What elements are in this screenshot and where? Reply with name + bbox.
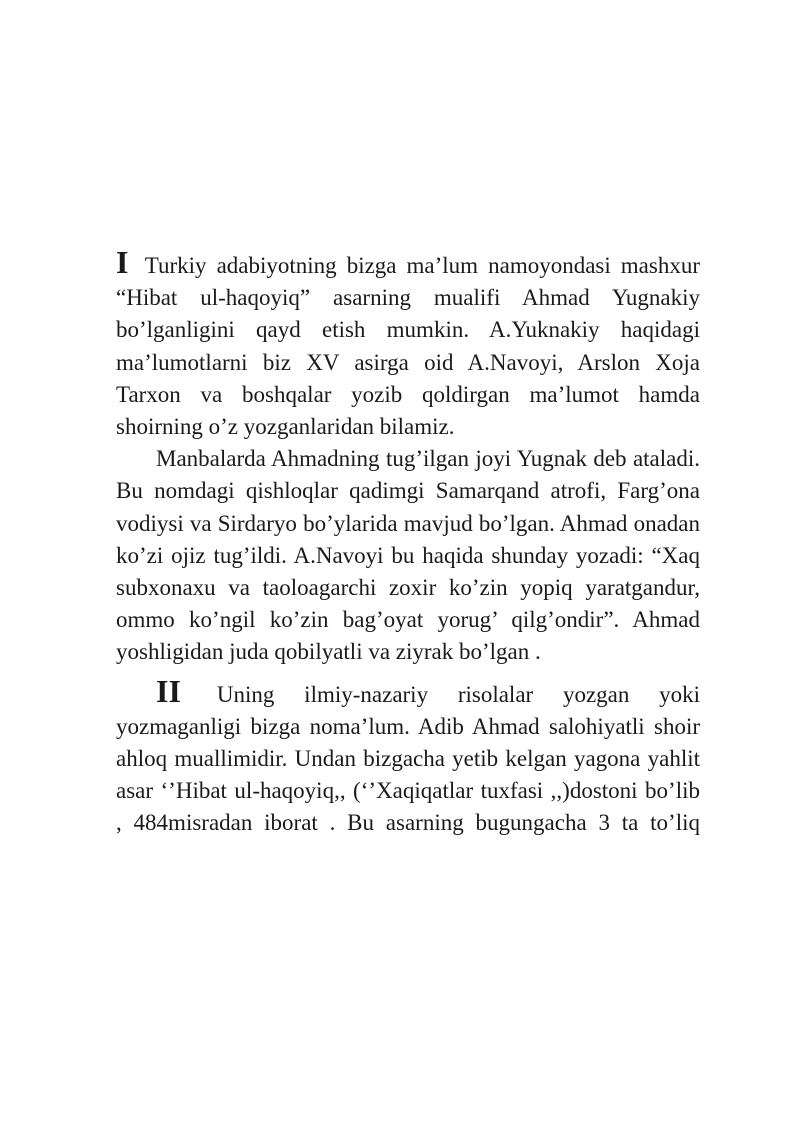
paragraph-1-text: Turkiy adabiyotning bizga ma’lum namoyondasi mashxur “Hibat ul-haqoyiq” asarning mualifi Ahmad Yugnakiy bo’lganligini qayd etish mumkin. A.Yuknakiy haqidagi ma’lumotlarni biz XV asirga oid A.Navoyi, Arslon Xoja Tarxon va boshqalar yozib qoldirgan ma’lumot hamda shoirning o’z yozganlaridan bilamiz. — [116, 253, 700, 440]
section-marker-2: II — [156, 672, 213, 709]
paragraph-3 — [116, 672, 701, 840]
paragraph-2-text: Manbalarda Ahmadning tug’ilgan joyi Yugnak deb ataladi. Bu nomdagi qishloqlar qadimgi Samarqand atrofi, Farg’ona vodiysi va Sirdaryo bo’ylarida mavjud bo’lgan. Ahmad onadan ko’zi ojiz tug’ildi. A.Navoyi bu haqida shunday yozadi: “Xaq subxonaxu va taoloagarchi zoxir ko’zin yopiq yaratgandur, ommo ko’ngil ko’zin bag’oyat yorug’ qilg’ondir”. Ahmad yoshligidan juda qobilyatli va ziyrak bo’lgan . — [116, 446, 700, 665]
paragraph-2 — [116, 443, 700, 668]
section-marker-1: I — [116, 244, 141, 280]
paragraph-1 — [116, 246, 700, 443]
document-page — [116, 246, 700, 840]
paragraph-3-text: Uning ilmiy-nazariy risolalar yozgan yoki yozmaganligi bizga noma’lum. Adib Ahmad salohiyatli shoir ahloq muallimidir. Undan bizgacha yetib kelgan yagona yahlit asar ‘’Hibat ul-haqoyiq,, (‘’Xaqiqatlar tuxfasi ,,)dostoni bo’lib , 484misradan iborat . Bu asarning bugungacha 3 ta to’liq — [116, 681, 701, 836]
